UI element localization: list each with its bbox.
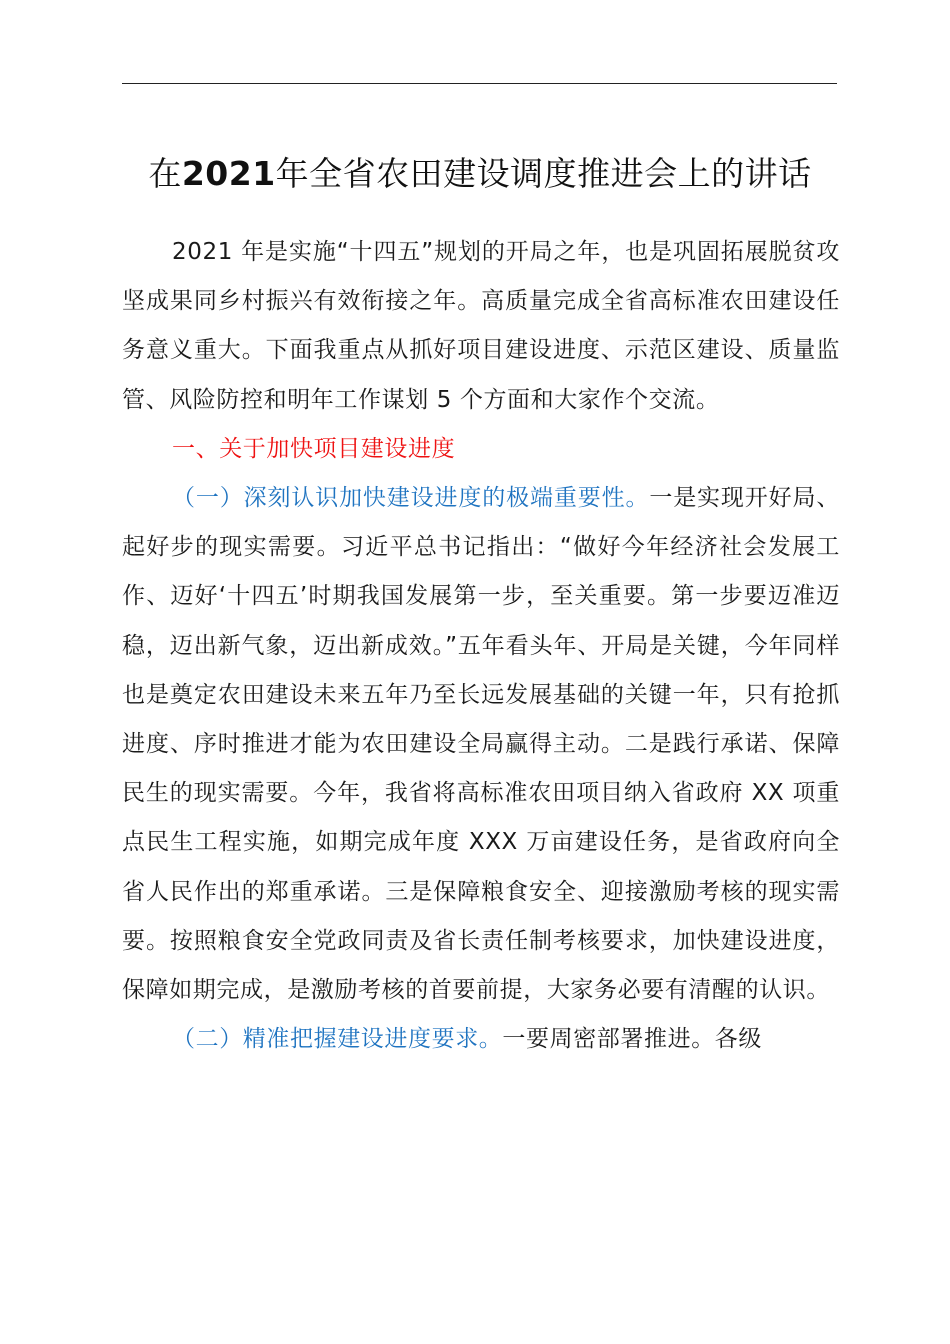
- title-year: 2021: [181, 154, 276, 193]
- document-title: [100, 148, 860, 200]
- subsection-text-2: 一要周密部署推进。各级: [502, 1026, 763, 1053]
- title-suffix: 年全省农田建设调度推进会上的讲话: [275, 154, 812, 193]
- document-body: [122, 228, 840, 1064]
- subsection-heading-1: （一）深刻认识加快建设进度的极端重要性。: [172, 485, 650, 512]
- subsection-heading-2: （二）精准把握建设进度要求。: [172, 1026, 503, 1053]
- subsection-paragraph-1: [122, 474, 840, 1015]
- intro-paragraph: 2021 年是实施“十四五”规划的开局之年，也是巩固拓展脱贫攻坚成果同乡村振兴有效衔接之年。高质量完成全省高标准农田建设任务意义重大。下面我重点从抓好项目建设进度、示范区建设、质量监管、风险防控和明年工作谋划 5 个方面和大家作个交流。: [122, 239, 840, 413]
- header-rule: [122, 83, 837, 84]
- subsection-paragraph-2: [122, 1015, 840, 1064]
- subsection-text-1: 一是实现开好局、起好步的现实需要。习近平总书记指出：“做好今年经济社会发展工作、迈好‘十四五’时期我国发展第一步，至关重要。第一步要迈准迈稳，迈出新气象，迈出新成效。”五年看头年、开局是关键，今年同样也是奠定农田建设未来五年乃至长远发展基础的关键一年，只有抢抓进度、序时推进才能为农田建设全局赢得主动。二是践行承诺、保障民生的现实需要。今年，我省将高标准农田项目纳入省政府 XX 项重点民生工程实施，如期完成年度 XXX 万亩建设任务，是省政府向全省人民作出的郑重承诺。三是保障粮食安全、迎接激励考核的现实需要。按照粮食安全党政同责及省长责任制考核要求，加快建设进度，保障如期完成，是激励考核的首要前提，大家务必要有清醒的认识。: [122, 485, 840, 1004]
- title-prefix: 在: [148, 154, 182, 193]
- section-heading-1: 一、关于加快项目建设进度: [172, 435, 456, 462]
